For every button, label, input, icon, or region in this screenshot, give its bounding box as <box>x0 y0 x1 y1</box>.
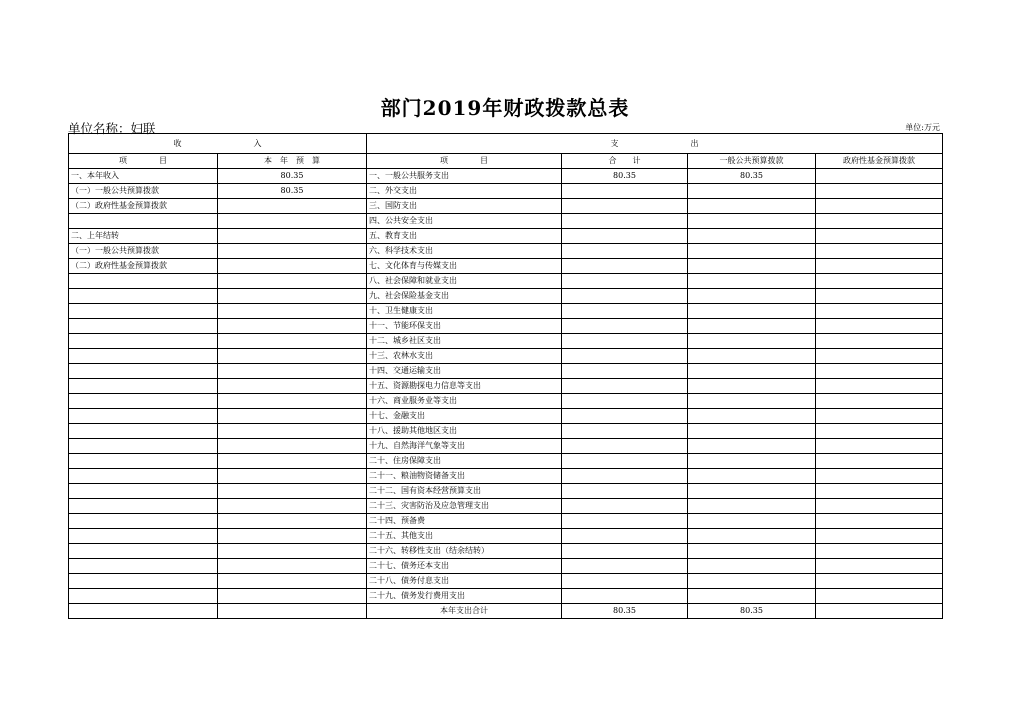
total-cell <box>562 589 688 604</box>
general-cell <box>688 469 816 484</box>
expense-item-cell: 二、外交支出 <box>367 184 562 199</box>
fund-cell <box>816 349 943 364</box>
general-cell <box>688 424 816 439</box>
expense-item-cell: 九、社会保险基金支出 <box>367 289 562 304</box>
fund-cell <box>816 199 943 214</box>
income-item-cell <box>69 514 218 529</box>
expense-item-cell: 十五、资源勘探电力信息等支出 <box>367 379 562 394</box>
general-cell <box>688 364 816 379</box>
table-row <box>69 544 943 559</box>
total-cell <box>562 364 688 379</box>
total-cell <box>562 544 688 559</box>
income-budget-cell <box>218 304 367 319</box>
income-budget-cell <box>218 349 367 364</box>
table-row <box>69 199 943 214</box>
general-cell <box>688 259 816 274</box>
fund-cell <box>816 559 943 574</box>
col-income-item-header: 项 目 <box>69 154 218 169</box>
table-row <box>69 169 943 184</box>
income-budget-cell: 80.35 <box>218 184 367 199</box>
fund-cell <box>816 514 943 529</box>
income-budget-cell <box>218 244 367 259</box>
fund-cell <box>816 379 943 394</box>
general-cell <box>688 589 816 604</box>
header-group-row <box>69 134 943 154</box>
income-item-cell <box>69 529 218 544</box>
table-row <box>69 439 943 454</box>
fund-cell <box>816 409 943 424</box>
income-budget-cell <box>218 319 367 334</box>
income-item-cell: 一、本年收入 <box>69 169 218 184</box>
table-row <box>69 214 943 229</box>
income-budget-cell <box>218 574 367 589</box>
total-cell <box>562 304 688 319</box>
table-row <box>69 274 943 289</box>
total-cell <box>562 409 688 424</box>
totals-income-item-cell <box>69 604 218 619</box>
income-budget-cell <box>218 409 367 424</box>
income-item-cell <box>69 379 218 394</box>
expense-item-cell: 二十七、债务还本支出 <box>367 559 562 574</box>
fund-cell <box>816 424 943 439</box>
expense-item-cell: 十一、节能环保支出 <box>367 319 562 334</box>
total-cell: 80.35 <box>562 169 688 184</box>
col-income-budget-header: 本 年 预 算 <box>218 154 367 169</box>
header-column-row <box>69 154 943 169</box>
expense-item-cell: 二十九、债务发行费用支出 <box>367 589 562 604</box>
income-item-cell: （一）一般公共预算拨款 <box>69 184 218 199</box>
income-budget-cell <box>218 424 367 439</box>
total-cell <box>562 469 688 484</box>
expense-item-cell: 十、卫生健康支出 <box>367 304 562 319</box>
table-row <box>69 484 943 499</box>
expense-item-cell: 十六、商业服务业等支出 <box>367 394 562 409</box>
income-budget-cell <box>218 394 367 409</box>
col-general-header: 一般公共预算拨款 <box>688 154 816 169</box>
fund-cell <box>816 484 943 499</box>
fund-cell <box>816 289 943 304</box>
general-cell <box>688 484 816 499</box>
expense-item-cell: 四、公共安全支出 <box>367 214 562 229</box>
income-budget-cell: 80.35 <box>218 169 367 184</box>
general-cell <box>688 184 816 199</box>
expense-item-cell: 二十、住房保障支出 <box>367 454 562 469</box>
income-item-cell <box>69 274 218 289</box>
general-cell <box>688 394 816 409</box>
page-title: 部门2019年财政拨款总表 <box>380 96 630 120</box>
fund-cell <box>816 259 943 274</box>
general-cell <box>688 454 816 469</box>
general-cell <box>688 244 816 259</box>
income-item-cell <box>69 349 218 364</box>
expense-item-cell: 二十六、转移性支出（结余结转） <box>367 544 562 559</box>
income-item-cell <box>69 559 218 574</box>
expense-item-cell: 十七、金融支出 <box>367 409 562 424</box>
total-cell <box>562 349 688 364</box>
income-budget-cell <box>218 529 367 544</box>
table-row <box>69 574 943 589</box>
total-cell <box>562 244 688 259</box>
income-item-cell: （一）一般公共预算拨款 <box>69 244 218 259</box>
fund-cell <box>816 499 943 514</box>
totals-fund-cell <box>816 604 943 619</box>
fund-cell <box>816 574 943 589</box>
total-cell <box>562 274 688 289</box>
general-cell <box>688 304 816 319</box>
total-cell <box>562 439 688 454</box>
general-cell: 80.35 <box>688 169 816 184</box>
expense-item-cell: 十九、自然海洋气象等支出 <box>367 439 562 454</box>
general-cell <box>688 559 816 574</box>
currency-unit-label: 单位:万元 <box>905 123 940 132</box>
expense-item-cell: 十三、农林水支出 <box>367 349 562 364</box>
table-row <box>69 184 943 199</box>
totals-total-cell: 80.35 <box>562 604 688 619</box>
fund-cell <box>816 274 943 289</box>
fund-cell <box>816 319 943 334</box>
total-cell <box>562 454 688 469</box>
table-row <box>69 559 943 574</box>
income-budget-cell <box>218 484 367 499</box>
income-item-cell <box>69 574 218 589</box>
fund-cell <box>816 454 943 469</box>
expense-item-cell: 七、文化体育与传媒支出 <box>367 259 562 274</box>
table-row <box>69 364 943 379</box>
general-cell <box>688 289 816 304</box>
budget-table <box>68 133 943 619</box>
income-budget-cell <box>218 364 367 379</box>
total-cell <box>562 229 688 244</box>
table-row <box>69 259 943 274</box>
fund-cell <box>816 169 943 184</box>
general-cell <box>688 529 816 544</box>
income-budget-cell <box>218 259 367 274</box>
fund-cell <box>816 229 943 244</box>
general-cell <box>688 349 816 364</box>
totals-label-cell: 本年支出合计 <box>367 604 562 619</box>
income-budget-cell <box>218 589 367 604</box>
col-total-header: 合 计 <box>562 154 688 169</box>
general-cell <box>688 409 816 424</box>
general-cell <box>688 514 816 529</box>
table-row <box>69 379 943 394</box>
table-row <box>69 229 943 244</box>
expense-item-cell: 十二、城乡社区支出 <box>367 334 562 349</box>
fund-cell <box>816 529 943 544</box>
general-cell <box>688 199 816 214</box>
total-cell <box>562 529 688 544</box>
income-item-cell <box>69 364 218 379</box>
fund-cell <box>816 334 943 349</box>
total-cell <box>562 334 688 349</box>
totals-row <box>69 604 943 619</box>
col-fund-header: 政府性基金预算拨款 <box>816 154 943 169</box>
income-item-cell <box>69 334 218 349</box>
fund-cell <box>816 214 943 229</box>
table-row <box>69 304 943 319</box>
income-budget-cell <box>218 439 367 454</box>
income-budget-cell <box>218 229 367 244</box>
fund-cell <box>816 184 943 199</box>
table-row <box>69 499 943 514</box>
expense-item-cell: 二十八、债务付息支出 <box>367 574 562 589</box>
income-budget-cell <box>218 214 367 229</box>
table-row <box>69 319 943 334</box>
income-group-header: 收 入 <box>69 134 367 154</box>
table-row <box>69 244 943 259</box>
table-row <box>69 454 943 469</box>
general-cell <box>688 319 816 334</box>
table-row <box>69 424 943 439</box>
total-cell <box>562 499 688 514</box>
income-budget-cell <box>218 499 367 514</box>
expense-item-cell: 二十三、灾害防治及应急管理支出 <box>367 499 562 514</box>
expense-item-cell: 一、一般公共服务支出 <box>367 169 562 184</box>
general-cell <box>688 439 816 454</box>
total-cell <box>562 214 688 229</box>
income-item-cell: （二）政府性基金预算拨款 <box>69 259 218 274</box>
income-item-cell <box>69 484 218 499</box>
fund-cell <box>816 544 943 559</box>
total-cell <box>562 184 688 199</box>
general-cell <box>688 229 816 244</box>
income-item-cell <box>69 499 218 514</box>
income-item-cell <box>69 589 218 604</box>
income-budget-cell <box>218 199 367 214</box>
income-item-cell <box>69 439 218 454</box>
income-item-cell <box>69 409 218 424</box>
income-item-cell: （二）政府性基金预算拨款 <box>69 199 218 214</box>
fund-cell <box>816 394 943 409</box>
expense-item-cell: 二十一、粮油物资储备支出 <box>367 469 562 484</box>
total-cell <box>562 559 688 574</box>
income-budget-cell <box>218 289 367 304</box>
fund-cell <box>816 439 943 454</box>
table-row <box>69 394 943 409</box>
expense-item-cell: 八、社会保障和就业支出 <box>367 274 562 289</box>
income-budget-cell <box>218 469 367 484</box>
income-budget-cell <box>218 544 367 559</box>
table-row <box>69 289 943 304</box>
income-budget-cell <box>218 334 367 349</box>
income-item-cell <box>69 469 218 484</box>
total-cell <box>562 319 688 334</box>
income-budget-cell <box>218 559 367 574</box>
general-cell <box>688 544 816 559</box>
income-item-cell <box>69 394 218 409</box>
income-item-cell <box>69 424 218 439</box>
unit-name-label: 单位名称：妇联 <box>68 121 156 136</box>
totals-general-cell: 80.35 <box>688 604 816 619</box>
col-expense-item-header: 项 目 <box>367 154 562 169</box>
general-cell <box>688 334 816 349</box>
general-cell <box>688 274 816 289</box>
general-cell <box>688 379 816 394</box>
fund-cell <box>816 364 943 379</box>
total-cell <box>562 394 688 409</box>
income-item-cell <box>69 214 218 229</box>
expense-item-cell: 十八、援助其他地区支出 <box>367 424 562 439</box>
table-row <box>69 469 943 484</box>
income-item-cell: 二、上年结转 <box>69 229 218 244</box>
general-cell <box>688 499 816 514</box>
income-item-cell <box>69 544 218 559</box>
table-row <box>69 334 943 349</box>
table-row <box>69 349 943 364</box>
expense-item-cell: 六、科学技术支出 <box>367 244 562 259</box>
general-cell <box>688 574 816 589</box>
income-item-cell <box>69 304 218 319</box>
income-item-cell <box>69 289 218 304</box>
expense-item-cell: 十四、交通运输支出 <box>367 364 562 379</box>
income-budget-cell <box>218 379 367 394</box>
fund-cell <box>816 244 943 259</box>
total-cell <box>562 484 688 499</box>
expense-item-cell: 二十二、国有资本经营预算支出 <box>367 484 562 499</box>
fund-cell <box>816 589 943 604</box>
income-item-cell <box>69 319 218 334</box>
table-row <box>69 589 943 604</box>
income-budget-cell <box>218 514 367 529</box>
income-budget-cell <box>218 454 367 469</box>
fund-cell <box>816 469 943 484</box>
expense-group-header: 支 出 <box>367 134 943 154</box>
expense-item-cell: 二十五、其他支出 <box>367 529 562 544</box>
total-cell <box>562 259 688 274</box>
expense-item-cell: 二十四、预备费 <box>367 514 562 529</box>
total-cell <box>562 424 688 439</box>
expense-item-cell: 三、国防支出 <box>367 199 562 214</box>
total-cell <box>562 289 688 304</box>
total-cell <box>562 379 688 394</box>
total-cell <box>562 514 688 529</box>
expense-item-cell: 五、教育支出 <box>367 229 562 244</box>
general-cell <box>688 214 816 229</box>
totals-income-budget-cell <box>218 604 367 619</box>
income-budget-cell <box>218 274 367 289</box>
table-row <box>69 514 943 529</box>
table-row <box>69 529 943 544</box>
income-item-cell <box>69 454 218 469</box>
total-cell <box>562 199 688 214</box>
table-row <box>69 409 943 424</box>
fund-cell <box>816 304 943 319</box>
total-cell <box>562 574 688 589</box>
